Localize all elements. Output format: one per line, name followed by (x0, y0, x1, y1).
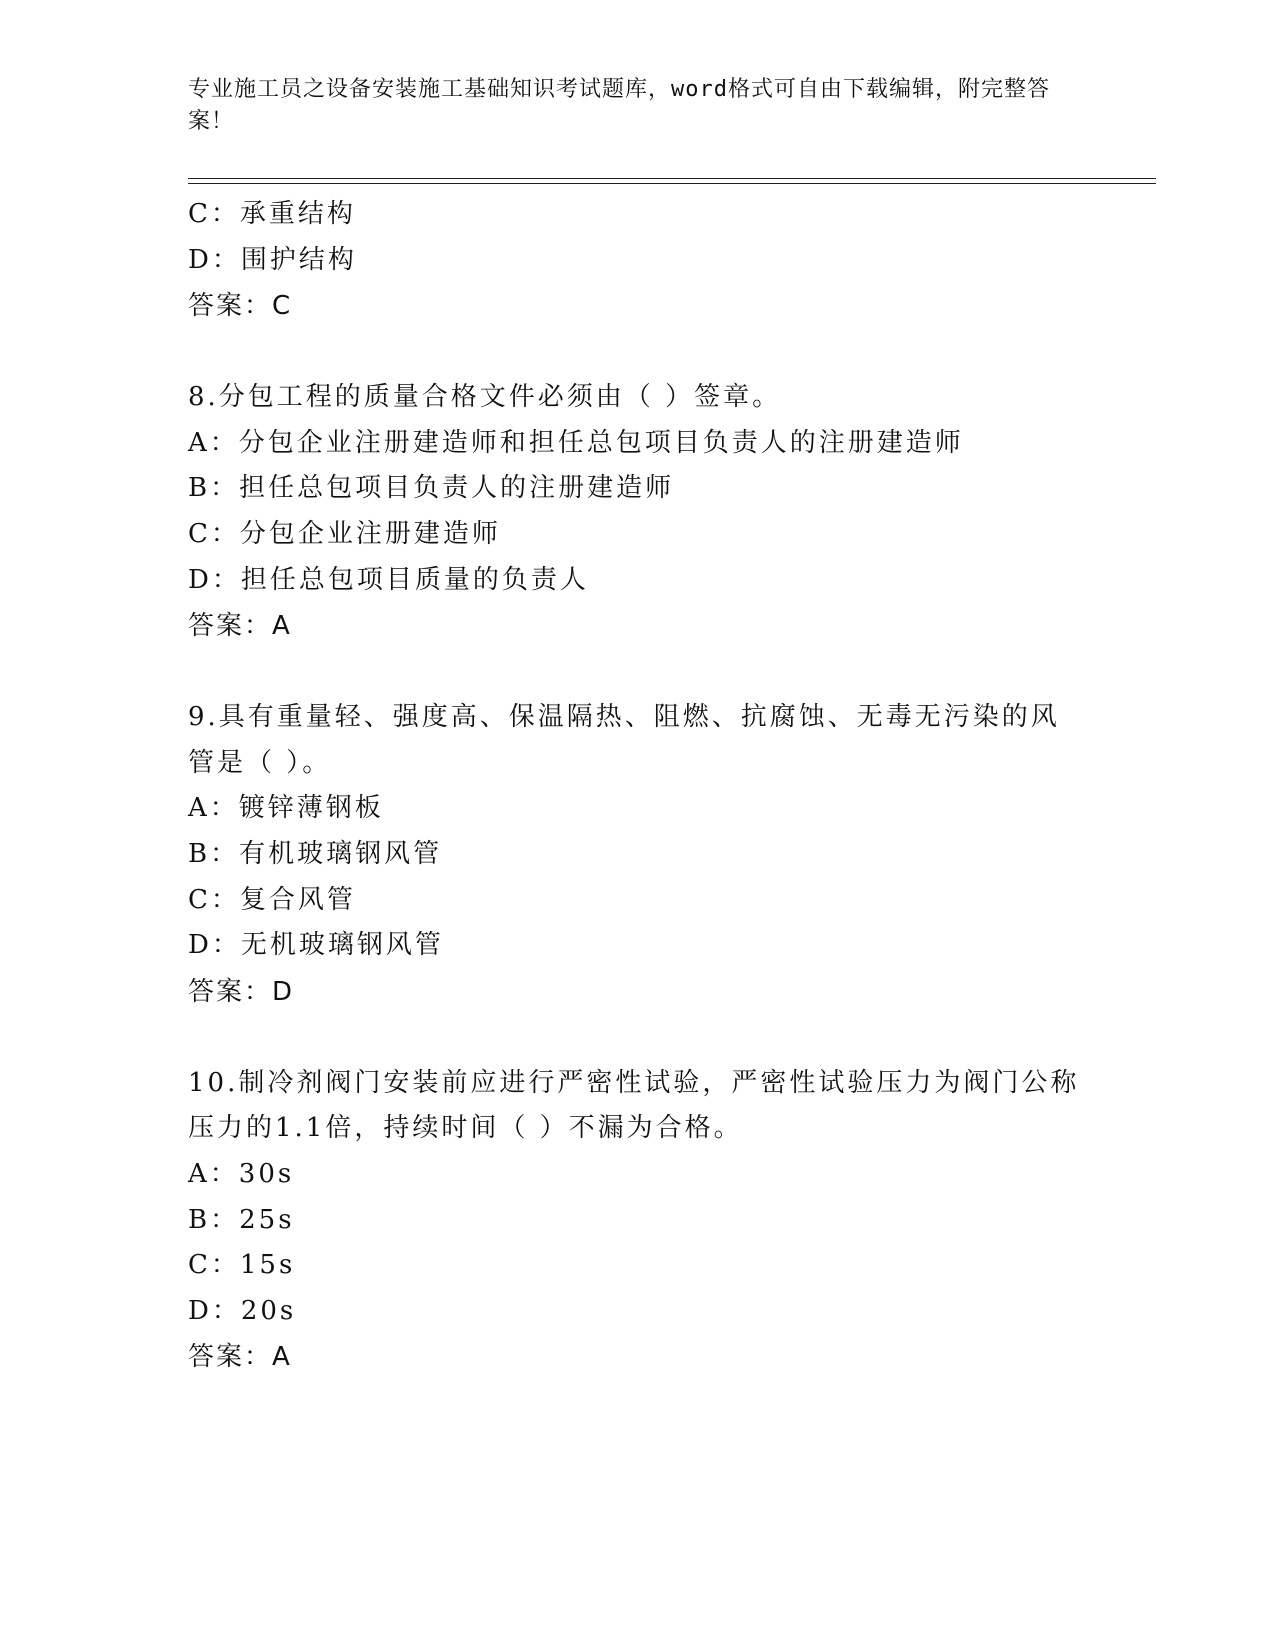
answer: 答案：A (188, 611, 292, 642)
question-stem: 8.分包工程的质量合格文件必须由（ ）签章。 (188, 382, 782, 413)
header-divider-bottom (188, 183, 1156, 184)
question-7-continued (188, 192, 1088, 329)
question-8 (188, 375, 1088, 649)
option-d: D：20s (188, 1295, 297, 1326)
question-10 (188, 1061, 1088, 1381)
question-9 (188, 695, 1088, 1015)
question-stem: 9.具有重量轻、强度高、保温隔热、阻燃、抗腐蚀、无毒无污染的风管是（ ）。 (188, 702, 1060, 778)
option-c: C：分包企业注册建造师 (188, 518, 501, 549)
document-header: 专业施工员之设备安装施工基础知识考试题库，word格式可自由下载编辑，附完整答案！ (188, 77, 1050, 134)
header-divider-top (188, 178, 1156, 179)
option-a: A：30s (188, 1158, 295, 1189)
question-stem: 10.制冷剂阀门安装前应进行严密性试验，严密性试验压力为阀门公称压力的1.1倍，持续时间（ ）不漏为合格。 (188, 1067, 1080, 1144)
answer: 答案：A (188, 1342, 292, 1373)
option-c: C：15s (188, 1250, 296, 1281)
option-a: A：镀锌薄钢板 (188, 793, 384, 824)
option-b: B：有机玻璃钢风管 (188, 838, 443, 869)
option-b: B：担任总包项目负责人的注册建造师 (188, 473, 675, 504)
option-a: A：分包企业注册建造师和担任总包项目负责人的注册建造师 (188, 427, 964, 458)
option-c: C：承重结构 (188, 199, 356, 229)
answer: 答案：D (188, 976, 295, 1007)
option-d: D：无机玻璃钢风管 (188, 930, 444, 961)
answer: 答案：C (188, 291, 293, 322)
option-b: B：25s (188, 1204, 295, 1235)
question-list (188, 192, 1088, 1380)
option-c: C：复合风管 (188, 884, 356, 915)
option-d: D：担任总包项目质量的负责人 (188, 564, 589, 595)
option-d: D：围护结构 (188, 244, 357, 275)
